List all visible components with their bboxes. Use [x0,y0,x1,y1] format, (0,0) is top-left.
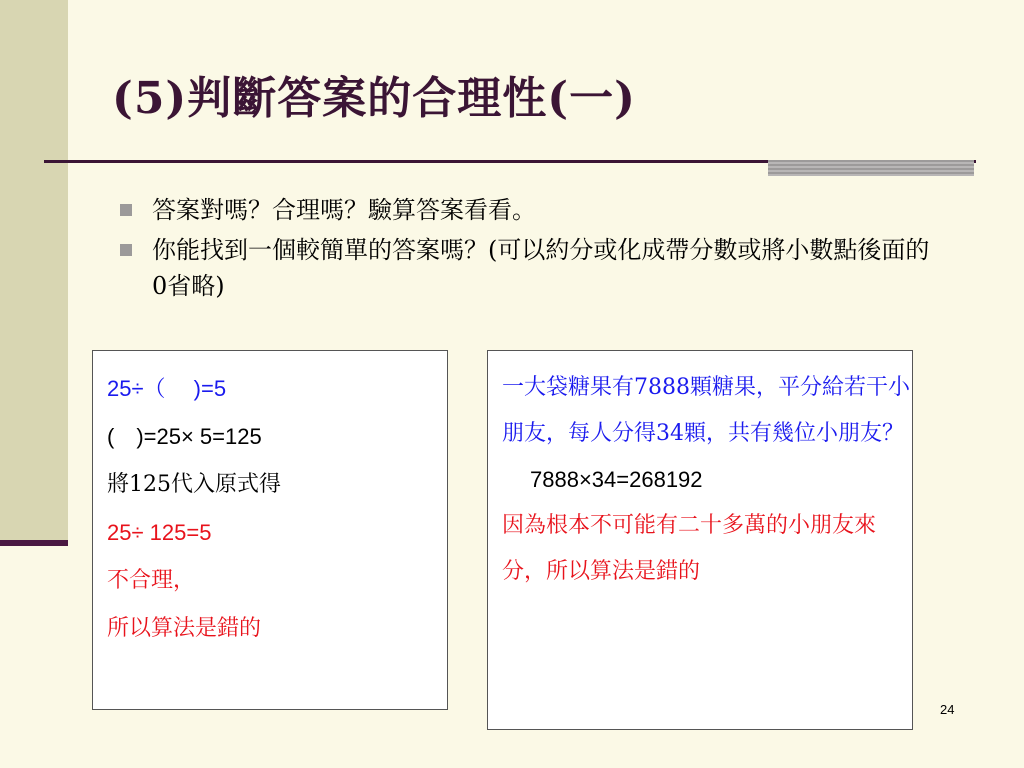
slide-title: (5)判斷答案的合理性(一) [112,73,636,124]
bullet-text: 你能找到一個較簡單的答案嗎？(可以約分或化成帶分數或將小數點後面的0省略) [152,236,930,300]
bullet-item [112,192,942,228]
left-decorative-bar [0,0,68,540]
left-bar-divider [0,540,68,546]
text-line: 所以算法是錯的 [107,616,262,641]
equation-line: 25÷ 125=5 [107,520,212,545]
equation-line: ( )=25× 5=125 [107,424,262,449]
equation-line: 25÷（ )=5 [107,376,227,401]
page-number: 24 [940,702,955,717]
example-box-left [92,350,448,710]
example-box-right [487,350,913,730]
bullet-item [112,232,942,304]
text-line: 將125代入原式得 [107,472,281,497]
calculation-line: 7888×34=268192 [530,467,703,492]
accent-bar [768,160,974,176]
conclusion-text: 因為根本不可能有二十多萬的小朋友來分，所以算法是錯的 [502,513,877,584]
bullet-text: 答案對嗎？合理嗎？驗算答案看看。 [152,196,536,224]
word-problem: 一大袋糖果有7888顆糖果，平分給若干小朋友，每人分得34顆，共有幾位小朋友？ [502,375,910,446]
square-bullet-icon [120,204,132,216]
bullet-list [112,192,942,308]
text-line: 不合理， [107,568,196,593]
square-bullet-icon [120,244,132,256]
